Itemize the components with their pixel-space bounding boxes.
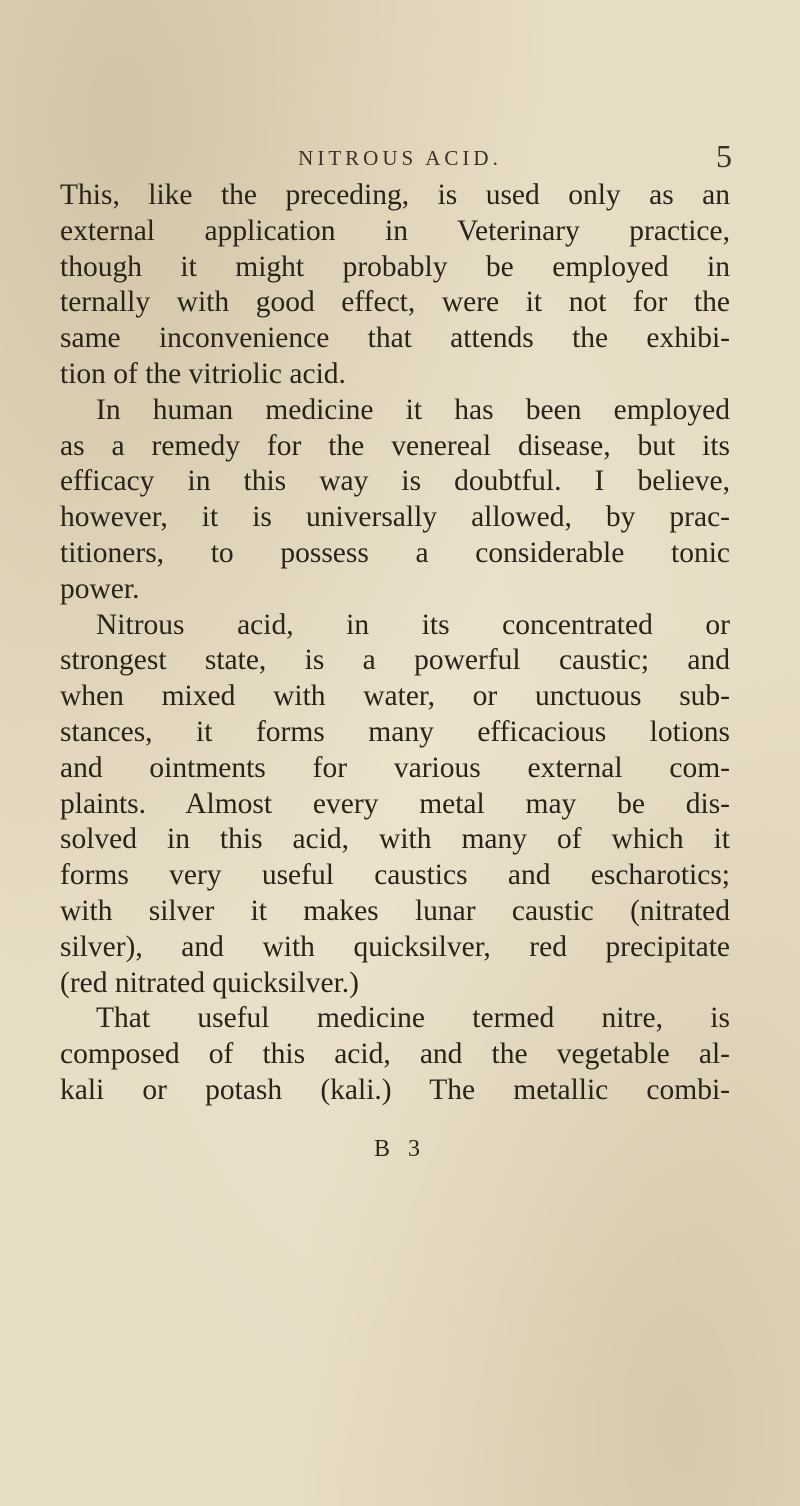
text-line: ternally with good effect, were it not for the [60,286,730,319]
text-line: (red nitrated quicksilver.) [60,966,359,999]
running-head: NITROUS ACID. [298,146,502,170]
page-number: 5 [716,138,732,174]
page-header [60,138,740,178]
text-line: solved in this acid, with many of which it [60,823,730,856]
text-line: external application in Veterinary practice, [60,214,730,247]
signature-mark: B 3 [373,1136,426,1162]
text-line: That useful medicine termed nitre, is [96,1002,730,1035]
text-line: In human medicine it has been employed [96,393,730,426]
text-line: though it might probably be employed in [60,250,730,283]
text-line: kali or potash (kali.) The metallic combi- [60,1073,730,1106]
text-line: silver), and with quicksilver, red precipitate [60,930,730,963]
text-line: power. [60,572,140,605]
text-line: and ointments for various external com- [60,751,730,784]
text-line: Nitrous acid, in its concentrated or [96,608,730,641]
text-line: efficacy in this way is doubtful. I believe, [60,465,730,498]
text-line: titioners, to possess a considerable tonic [60,536,730,569]
text-line: when mixed with water, or unctuous sub- [60,680,730,713]
body-text [60,178,730,1109]
text-line: same inconvenience that attends the exhibi- [60,322,730,355]
text-line: composed of this acid, and the vegetable al- [60,1038,730,1071]
text-line: plaints. Almost every metal may be dis- [60,787,730,820]
text-line: strongest state, is a powerful caustic; and [60,644,730,677]
text-line: stances, it forms many efficacious lotions [60,715,730,748]
text-line: as a remedy for the venereal disease, but its [60,429,730,462]
text-line: with silver it makes lunar caustic (nitrated [60,894,730,927]
text-line: forms very useful caustics and escharotics; [60,859,730,892]
text-line: This, like the preceding, is used only as an [60,179,730,211]
text-line: tion of the vitriolic acid. [60,357,346,390]
text-line: however, it is universally allowed, by prac- [60,501,730,534]
